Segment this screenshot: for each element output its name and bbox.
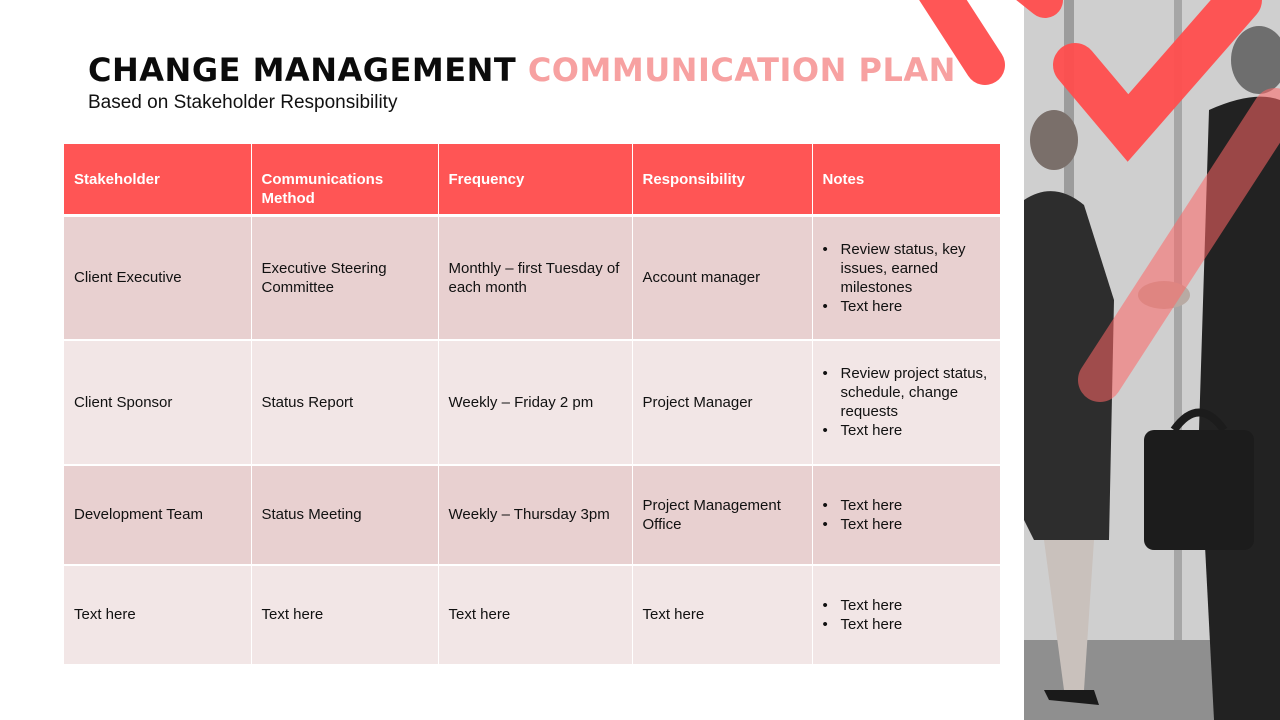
note-item: • Text here (841, 615, 991, 634)
notes-cell (812, 465, 1000, 565)
business-handshake-photo (1024, 0, 1280, 720)
frequency-cell: Monthly – first Tuesday of each month (438, 216, 632, 340)
note-item: • Text here (841, 496, 991, 515)
title-accent-part: COMMUNICATION PLAN (527, 51, 956, 89)
responsibility-cell: Project Manager (632, 340, 812, 465)
communication-plan-table (64, 144, 1000, 666)
responsibility-cell: Account manager (632, 216, 812, 340)
note-item: • Review status, key issues, earned milestones (841, 240, 991, 297)
notes-cell (812, 565, 1000, 665)
method-cell: Executive Steering Committee (251, 216, 438, 340)
notes-list (823, 496, 991, 534)
title-dark-part: CHANGE MANAGEMENT (88, 51, 517, 89)
responsibility-cell: Project Management Office (632, 465, 812, 565)
notes-list (823, 240, 991, 316)
note-item: • Text here (841, 596, 991, 615)
header-communications-method: Communications Method (251, 144, 438, 216)
frequency-cell: Text here (438, 565, 632, 665)
page-title (88, 52, 956, 88)
header-frequency: Frequency (438, 144, 632, 216)
notes-cell (812, 340, 1000, 465)
note-item: • Review project status, schedule, change requests (841, 364, 991, 421)
table-row (64, 340, 1000, 465)
stakeholder-cell: Client Sponsor (64, 340, 251, 465)
stakeholder-cell: Development Team (64, 465, 251, 565)
table-row (64, 565, 1000, 665)
photo-illustration (1024, 0, 1280, 720)
header-notes: Notes (812, 144, 1000, 216)
frequency-cell: Weekly – Thursday 3pm (438, 465, 632, 565)
frequency-cell: Weekly – Friday 2 pm (438, 340, 632, 465)
table-row (64, 216, 1000, 340)
stakeholder-cell: Client Executive (64, 216, 251, 340)
stakeholder-cell: Text here (64, 565, 251, 665)
method-cell: Text here (251, 565, 438, 665)
method-cell: Status Meeting (251, 465, 438, 565)
notes-list (823, 596, 991, 634)
notes-list (823, 364, 991, 440)
notes-cell (812, 216, 1000, 340)
method-cell: Status Report (251, 340, 438, 465)
title-block (88, 52, 956, 114)
note-item: • Text here (841, 421, 991, 440)
note-item: • Text here (841, 297, 991, 316)
header-stakeholder: Stakeholder (64, 144, 251, 216)
header-responsibility: Responsibility (632, 144, 812, 216)
note-item: • Text here (841, 515, 991, 534)
responsibility-cell: Text here (632, 565, 812, 665)
page-subtitle: Based on Stakeholder Responsibility (88, 92, 398, 113)
table-header-row (64, 144, 1000, 216)
table-row (64, 465, 1000, 565)
